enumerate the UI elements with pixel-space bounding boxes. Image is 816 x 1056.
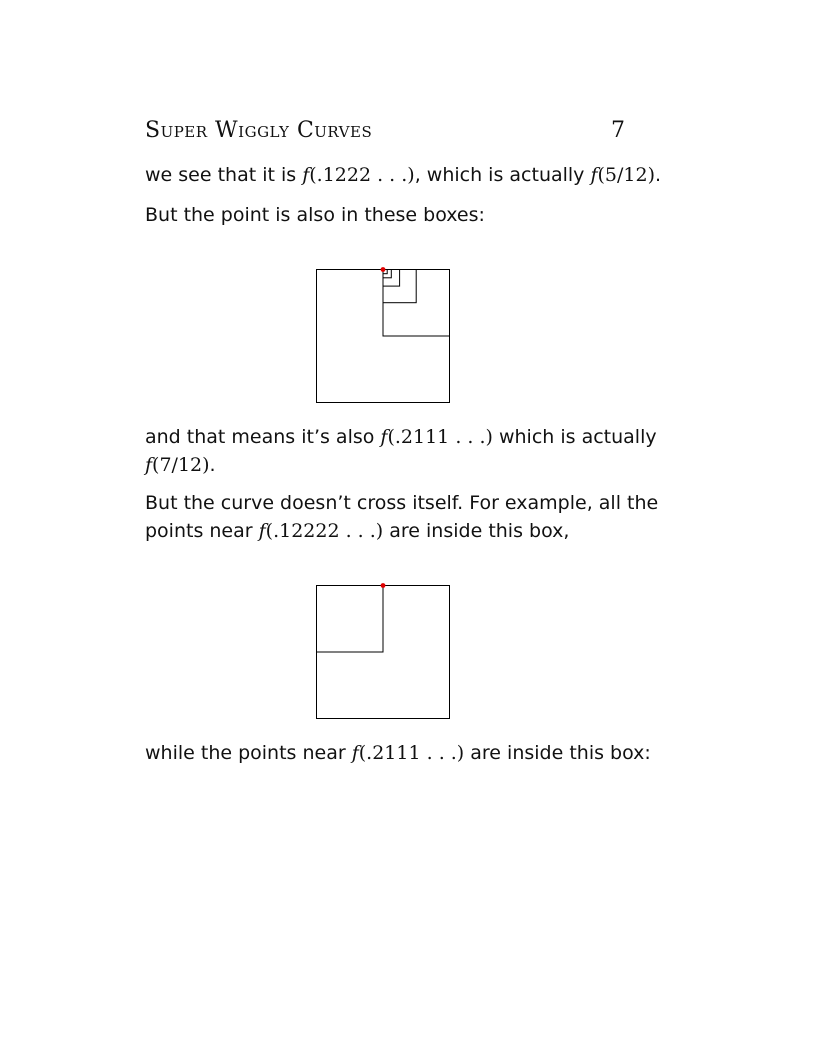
point-marker bbox=[381, 583, 386, 588]
paragraph-2: But the point is also in these boxes: bbox=[145, 204, 485, 226]
running-header bbox=[145, 118, 625, 148]
running-title: Super Wiggly Curves bbox=[145, 118, 373, 143]
paragraph-3 bbox=[145, 423, 657, 451]
paragraph-1-text-b: , which is actually bbox=[414, 164, 591, 186]
paragraph-5 bbox=[145, 739, 651, 767]
paragraph-3-text-a: and that means it’s also bbox=[145, 426, 381, 448]
paragraph-4-line-2 bbox=[145, 517, 635, 545]
math-f-1222: f(.1222 . . .) bbox=[302, 164, 415, 186]
box-upper-left bbox=[317, 586, 384, 653]
math-f-7-12: f(7/12) bbox=[145, 454, 210, 476]
paragraph-5-text-b: are inside this box: bbox=[464, 742, 651, 764]
point-marker bbox=[381, 267, 386, 272]
paragraph-1 bbox=[145, 161, 662, 189]
paragraph-4-text-b: are inside this box, bbox=[383, 520, 570, 542]
paragraph-3-text-b: which is actually bbox=[492, 426, 657, 448]
math-f-2111-b: f(.2111 . . .) bbox=[351, 742, 465, 764]
single-box-svg bbox=[316, 580, 456, 722]
paragraph-3-line-2 bbox=[145, 451, 635, 479]
math-f-12222: f(.12222 . . .) bbox=[258, 520, 384, 542]
math-f-5-12: f(5/12) bbox=[590, 164, 656, 186]
math-f-2111: f(.2111 . . .) bbox=[380, 426, 493, 448]
paragraph-4-text-a: points near bbox=[145, 520, 259, 542]
figure-single-box bbox=[316, 580, 456, 722]
paragraph-5-text-a: while the points near bbox=[145, 742, 352, 764]
paragraph-1-text-a: we see that it is bbox=[145, 164, 303, 186]
paragraph-3-text-c: . bbox=[209, 454, 216, 476]
page-number: 7 bbox=[611, 118, 625, 143]
paragraph-1-text-c: . bbox=[655, 164, 662, 186]
figure-nested-boxes bbox=[316, 264, 456, 406]
paragraph-4-line-1: But the curve doesn’t cross itself. For example, all the bbox=[145, 492, 659, 514]
nested-boxes-svg bbox=[316, 264, 456, 406]
